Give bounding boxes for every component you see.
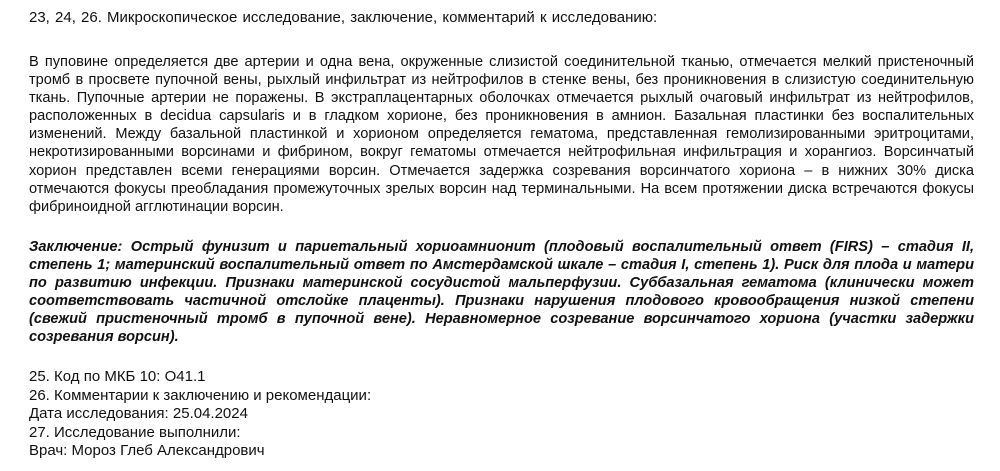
conclusion-paragraph: Заключение: Острый фунизит и париетальный хориоамнионит (плодовый воспалительный ответ (FIRS) – стадия II, степень 1; материнский воспалительный ответ по Амстердамской шкале – стадия I, степень 1). Риск для плода и матери по развитию инфекции. Признаки материнской сосудистой мальперфузии. Суббазальная гематома (клинически может соответствовать частичной отслойке плаценты). Признаки нарушения плодового кровообращения низкой степени (свежий пристеночный тромб в пупочной вене). Неравномерное созревание ворсинчатого хориона (участки задержки созревания ворсин). xyxy=(29,238,974,346)
report-document xyxy=(29,9,974,461)
doctor-name-line: Врач: Мороз Глеб Александрович xyxy=(29,442,265,460)
section-heading: 23, 24, 26. Микроскопическое исследование, заключение, комментарий к исследованию: xyxy=(29,9,658,26)
study-date-line: Дата исследования: 25.04.2024 xyxy=(29,405,248,423)
report-footer xyxy=(29,368,974,461)
icd-code-line: 25. Код по МКБ 10: O41.1 xyxy=(29,368,206,386)
comments-label: 26. Комментарии к заключению и рекомендации: xyxy=(29,386,372,404)
microscopy-description: В пуповине определяется две артерии и одна вена, окруженные слизистой соединительной тканью, отмечается мелкий пристеночный тромб в просвете пупочной вены, рыхлый инфильтрат из нейтрофилов в стенке вены, без проникновения в слизистую соединительную ткань. Пупочные артерии не поражены. В экстраплацентарных оболочках отмечается рыхлый очаговый инфильтрат из нейтрофилов, расположенных в decidua capsularis и в гладком хорионе, без проникновения в амнион. Базальная пластинки без воспалительных изменений. Между базальной пластинкой и хорионом определяется гематома, представленная гемолизированными эритроцитами, некротизированными ворсинами и фибрином, вокруг гематомы отмечается нейтрофильная инфильтрация и хорангиоз. Ворсинчатый хорион представлен всеми генерациями ворсин. Отмечается задержка созревания ворсинчатого хориона – в нижних 30% диска отмечаются фокусы преобладания промежуточных зрелых ворсин над терминальными. На всем протяжении диска встречаются фокусы фибриноидной агглютинации ворсин. xyxy=(29,54,974,215)
performed-by-label: 27. Исследование выполнили: xyxy=(29,423,241,441)
